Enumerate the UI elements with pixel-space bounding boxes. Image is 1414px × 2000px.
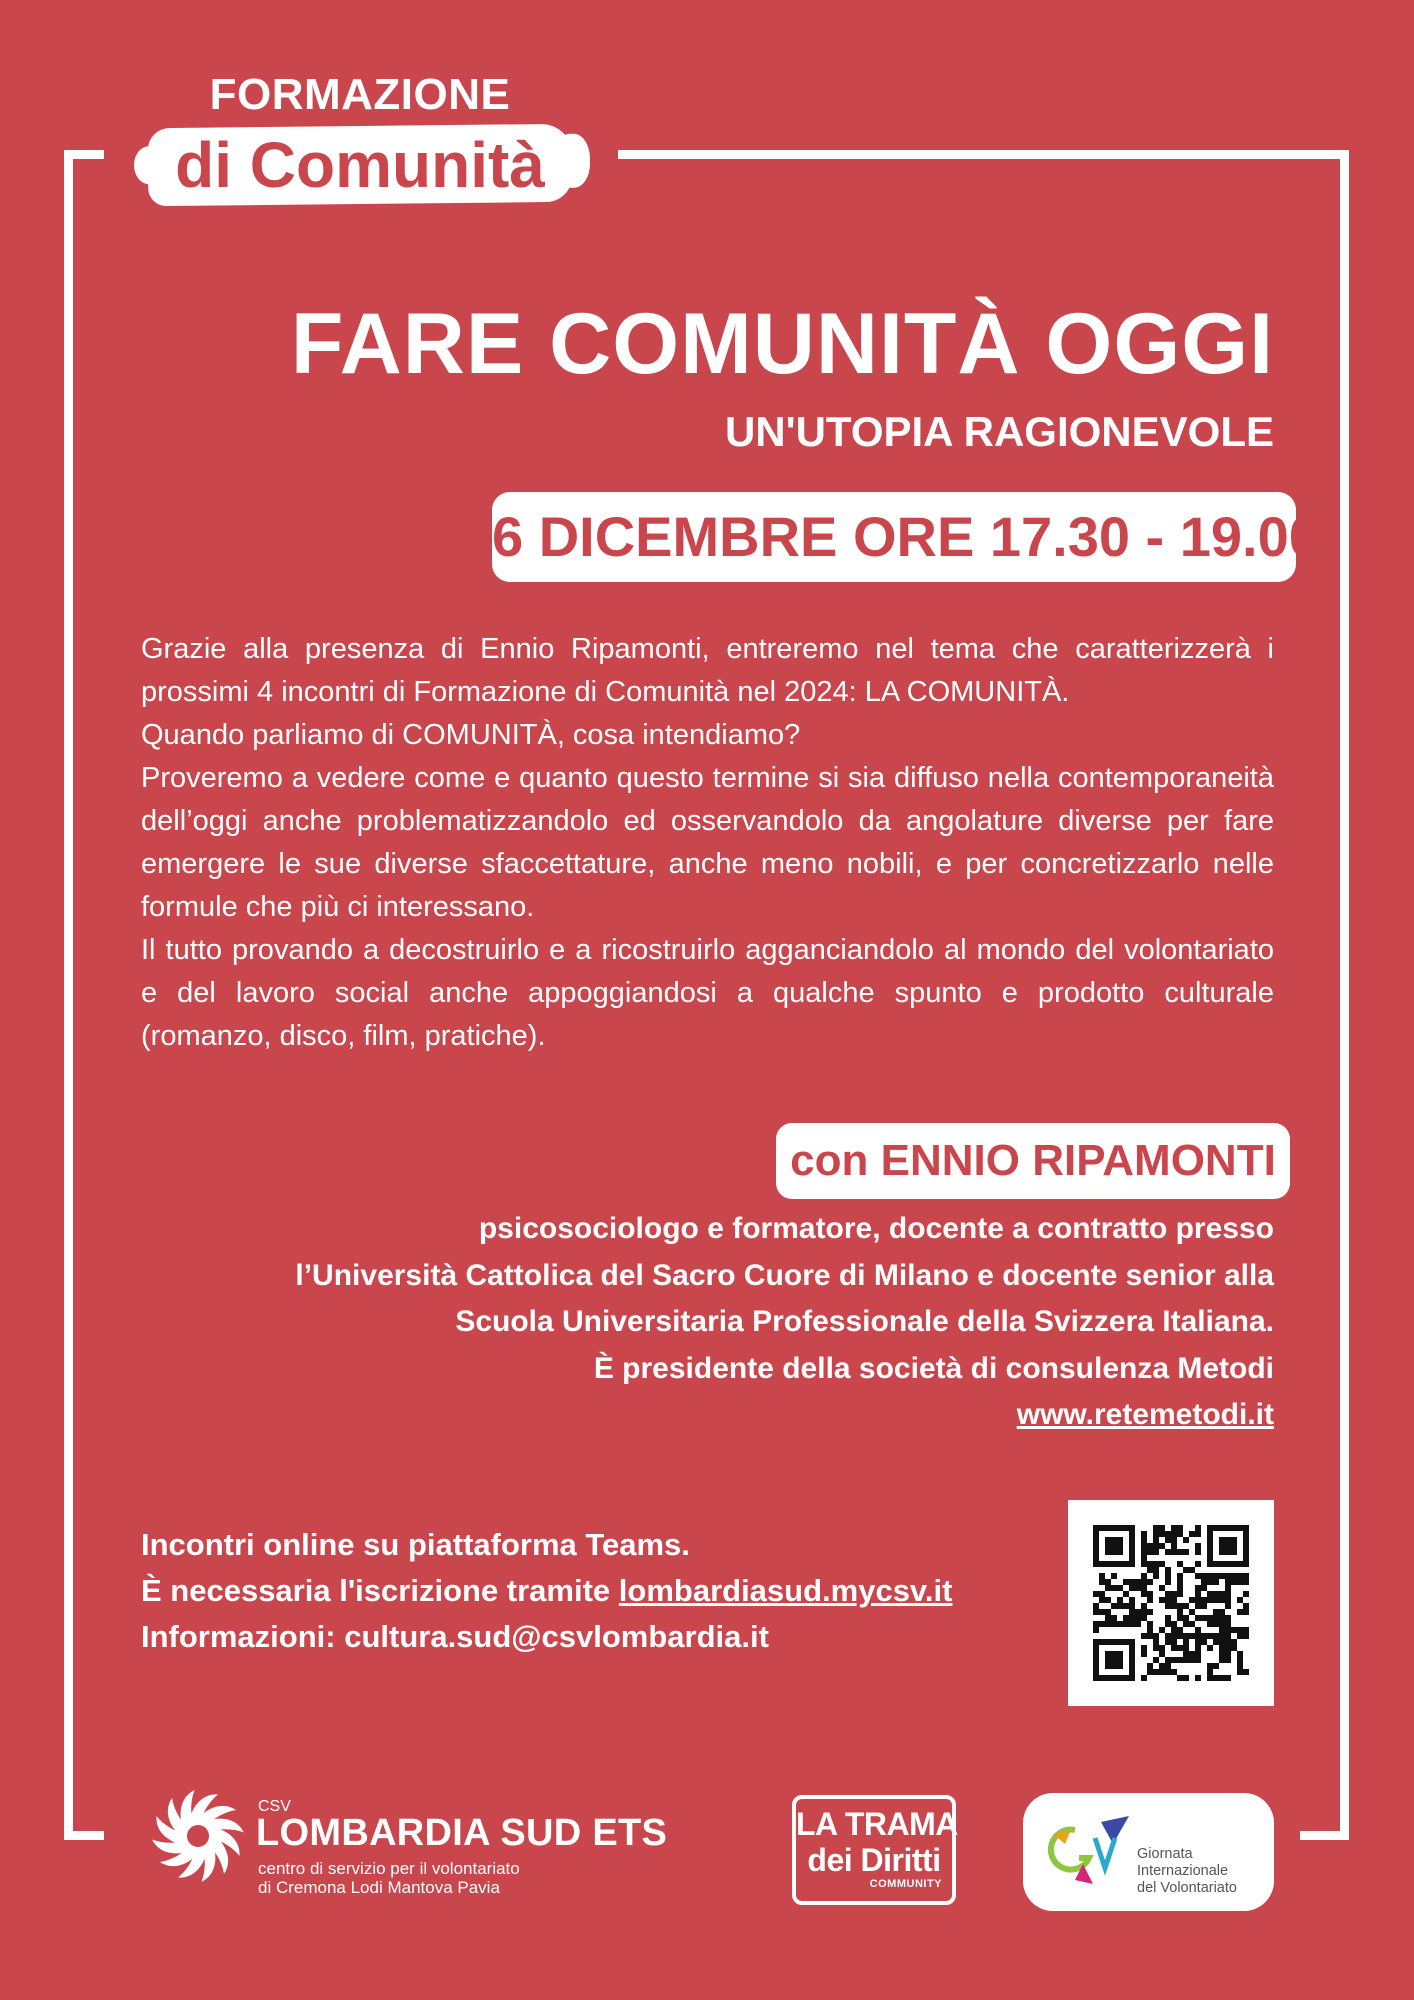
csv-label: CSV [258,1798,291,1815]
frame-left-border [64,150,73,1840]
trama-logo-line1: LA TRAMA [796,1806,958,1842]
guest-name-badge: con ENNIO RIPAMONTI [776,1123,1290,1199]
series-title-top: FORMAZIONE [209,70,511,119]
info-contact: Informazioni: cultura.sud@csvlombardia.it [141,1619,769,1654]
csv-organization-name: LOMBARDIA SUD ETS [256,1812,668,1854]
guest-bio-line: Scuola Universitaria Professionale della Svizzera Italiana. [455,1305,1274,1338]
qr-code[interactable] [1068,1500,1274,1706]
description-paragraph: Proveremo a vedere come e quanto questo termine si sia diffuso nella contemporaneità dell’oggi anche problematizzandolo ed osservandolo da angolature diverse per fare emergere le sue diverse sfaccettature, anche meno nobili, e per concretizzarlo nelle formule che più ci interessano. [141,762,1274,923]
guest-bio-line: l’Università Cattolica del Sacro Cuore di Milano e docente senior alla [295,1258,1274,1292]
description-paragraph: Grazie alla presenza di Ennio Ripamonti, entreremo nel tema che caratterizzerà i prossimi 4 incontri di Formazione di Comunità nel 2024: LA COMUNITÀ. [141,633,1274,708]
frame-bottom-right-border [1300,1831,1349,1840]
description-paragraph: Il tutto provando a decostruirlo e a ricostruirlo agganciandolo al mondo del volontariato e del lavoro social anche appoggiandosi a qualche spunto e prodotto culturale (romanzo, disco, film, pratiche). [141,934,1274,1052]
event-title: FARE COMUNITÀ OGGI [290,296,1274,392]
frame-right-border [1340,150,1349,1840]
registration-link[interactable]: lombardiasud.mycsv.it [618,1573,953,1608]
csv-flower-logo [150,1788,246,1884]
event-info [141,1522,952,1660]
giv-logo-text: Giornata Internazionale del Volontariato [1137,1846,1237,1896]
guest-website-link[interactable]: www.retemetodi.it [1016,1398,1274,1431]
description-paragraph: Quando parliamo di COMUNITÀ, cosa intendiamo? [141,719,801,751]
csv-description: centro di servizio per il volontariato di Cremona Lodi Mantova Pavia [258,1859,520,1897]
frame-top-right-border [618,150,1349,159]
guest-bio-line: È presidente della società di consulenza Metodi [593,1351,1274,1385]
event-date-badge: 6 DICEMBRE ORE 17.30 - 19.00 [492,492,1296,582]
guest-bio-line: psicosociologo e formatore, docente a contratto presso [478,1212,1274,1245]
giv-logo-icon [1045,1808,1135,1903]
info-registration: È necessaria l'iscrizione tramite lombardiasud.mycsv.it [141,1573,953,1608]
event-description [141,628,1274,1058]
guest-bio [174,1206,1274,1439]
trama-logo-line2: dei Diritti [807,1842,941,1878]
info-platform: Incontri online su piattaforma Teams. [141,1527,690,1562]
trama-logo-line3: COMMUNITY [869,1878,942,1890]
frame-bottom-left-border [64,1831,104,1840]
frame-top-left-border [64,150,104,159]
trama-dei-diritti-logo [792,1795,956,1905]
series-title-bottom: di Comunità [175,129,545,201]
event-subtitle: UN'UTOPIA RAGIONEVOLE [724,408,1274,455]
